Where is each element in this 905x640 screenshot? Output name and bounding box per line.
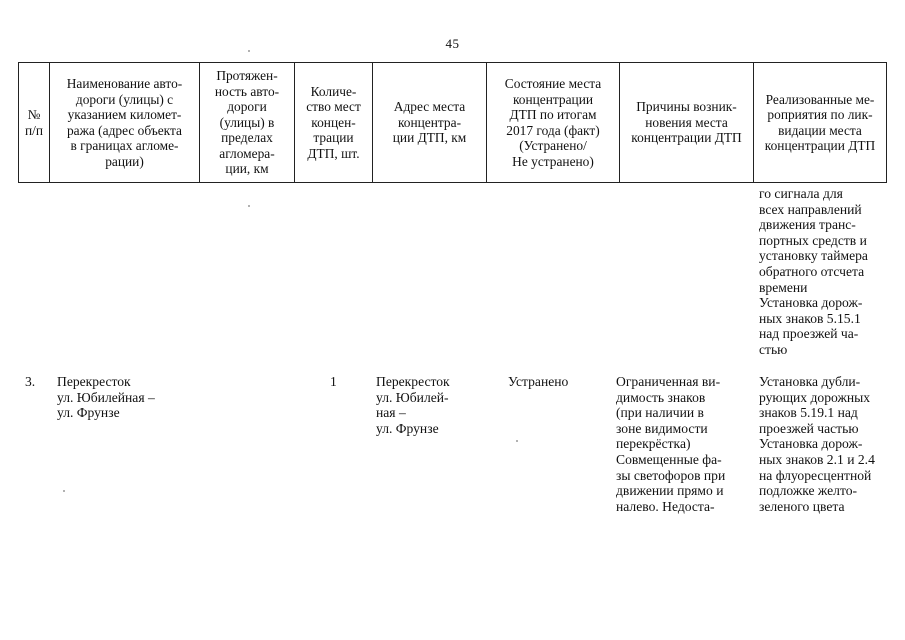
row-road-name: Перекресток ул. Юбилейная – ул. Фрунзе xyxy=(57,374,155,421)
row-count: 1 xyxy=(330,374,337,389)
page-number: 45 xyxy=(445,36,460,51)
header-col-length: Протяжен- ность авто- дороги (улицы) в пределах агломера- ции, км xyxy=(199,63,294,182)
continuation-measures: го сигнала для всех направлений движения транс- портных средств и установку таймера обратного отсчета времени Установка дорож- ных знаков 5.15.1 над проезжей ча- стью xyxy=(759,186,868,357)
header-col-status: Состояние места концентрации ДТП по итогам 2017 года (факт) (Устранено/ Не устранено) xyxy=(486,63,619,182)
scan-speck xyxy=(248,205,250,207)
row-status: Устранено xyxy=(508,374,569,389)
scan-speck xyxy=(248,50,250,52)
header-col-address: Адрес места концентра- ции ДТП, км xyxy=(372,63,486,182)
row-measures: Установка дубли- рующих дорожных знаков 5.19.1 над проезжей частью Установка дорож- ных знаков 2.1 и 2.4 на флуоресцентной подложке желто- зеленого цвета xyxy=(759,374,875,514)
row-address: Перекресток ул. Юбилей- ная – ул. Фрунзе xyxy=(376,374,450,436)
scan-speck xyxy=(516,440,518,442)
header-col-count: Количе- ство мест концен- трации ДТП, шт. xyxy=(294,63,372,182)
header-col-measures: Реализованные ме- роприятия по лик- видации места концентрации ДТП xyxy=(753,63,886,182)
header-col-number: № п/п xyxy=(24,107,44,138)
table-header xyxy=(18,62,887,183)
scan-speck xyxy=(63,490,65,492)
row-number: 3. xyxy=(25,374,36,389)
header-col-causes: Причины возник- новения места концентрации ДТП xyxy=(619,63,753,182)
row-causes: Ограниченная ви- димость знаков (при наличии в зоне видимости перекрёстка) Совмещенные фа- зы светофоров при движении прямо и налево. Недоста- xyxy=(616,374,726,514)
header-col-road-name: Наименование авто- дороги (улицы) с указанием километ- ража (адрес объекта в границах агломе- рации) xyxy=(49,63,199,182)
